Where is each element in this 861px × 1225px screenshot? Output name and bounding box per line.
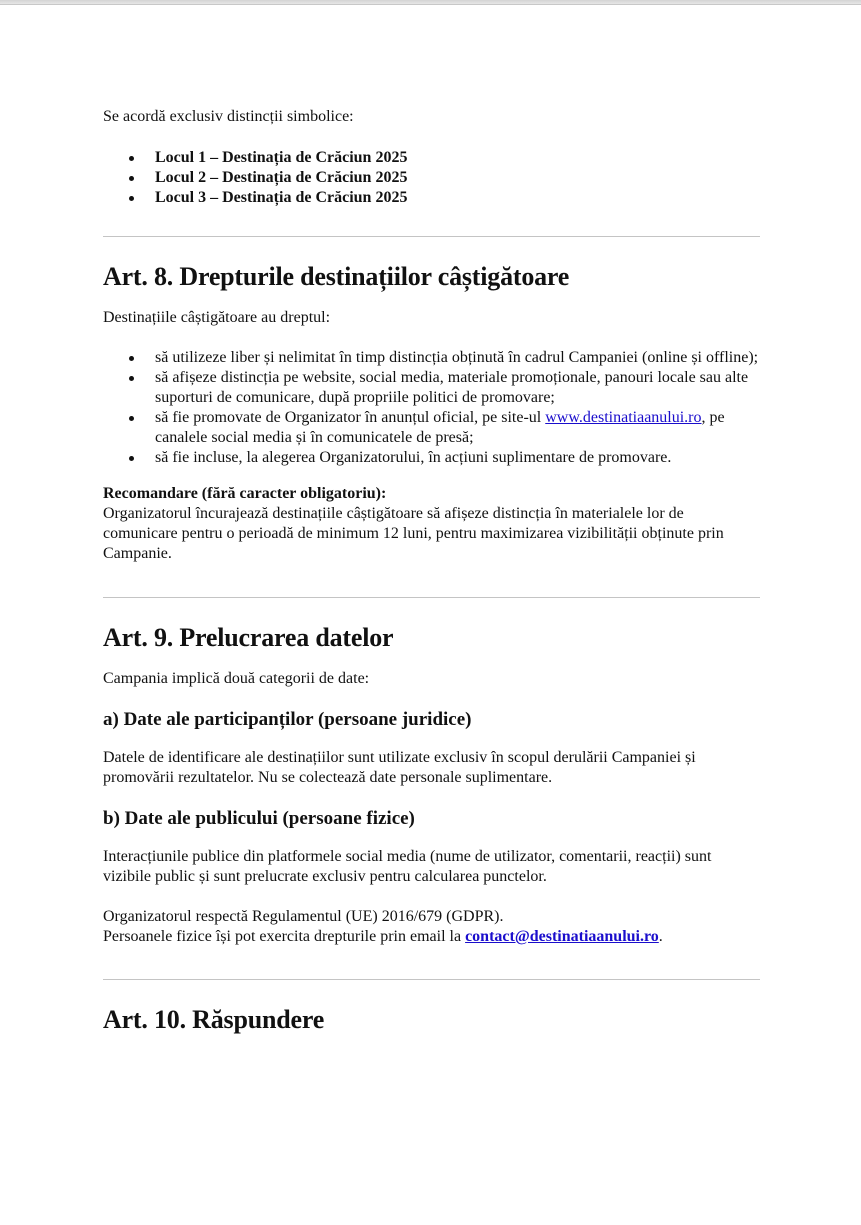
award-item: Locul 3 – Destinația de Crăciun 2025 <box>155 188 760 208</box>
contact-email-link[interactable]: contact@destinatiaanului.ro <box>465 928 659 945</box>
gdpr-line: Organizatorul respectă Regulamentul (UE) 2016/679 (GDPR). <box>103 908 504 925</box>
art8-rights-list <box>103 348 760 468</box>
section-divider <box>103 979 760 980</box>
art9-lead: Campania implică două categorii de date: <box>103 670 370 687</box>
award-item: Locul 2 – Destinația de Crăciun 2025 <box>155 168 760 188</box>
section-divider <box>103 597 760 598</box>
recommendation-text: Organizatorul încurajează destinațiile câștigătoare să afișeze distincția în materialele lor de comunicare pentru o perioadă de minimum 12 luni, pentru maximizarea vizibilității obținute prin Campanie. <box>103 505 724 562</box>
document-page <box>103 107 760 1035</box>
art9-sub-a-title: a) Date ale participanților (persoane juridice) <box>103 709 472 730</box>
section-divider <box>103 236 760 237</box>
art9-sub-a-text: Datele de identificare ale destinațiilor sunt utilizate exclusiv în scopul derulării Campaniei și promovării rezultatelor. Nu se colectează date personale suplimentare. <box>103 749 696 786</box>
art8-lead: Destinațiile câștigătoare au dreptul: <box>103 309 331 326</box>
page-top-edge <box>0 0 861 5</box>
art9-sub-b-text: Interacțiunile publice din platformele social media (nume de utilizator, comentarii, reacții) sunt vizibile public și sunt prelucrate exclusiv pentru calcularea punctelor. <box>103 848 712 885</box>
website-link[interactable]: www.destinatiaanului.ro <box>545 409 702 426</box>
recommendation-title: Recomandare (fără caracter obligatoriu): <box>103 485 387 502</box>
awards-list <box>103 148 760 208</box>
art9-title: Art. 9. Prelucrarea datelor <box>103 623 394 652</box>
right-item: să fie incluse, la alegerea Organizatorului, în acțiuni suplimentare de promovare. <box>155 448 760 468</box>
contact-line: Persoanele fizice își pot exercita drepturile prin email la contact@destinatiaanului.ro. <box>103 928 663 945</box>
award-item: Locul 1 – Destinația de Crăciun 2025 <box>155 148 760 168</box>
right-item: să afișeze distincția pe website, social media, materiale promoționale, panouri locale sau alte suporturi de comunicare, după propriile politici de promovare; <box>155 368 760 408</box>
right-item: să utilizeze liber și nelimitat în timp distincția obținută în cadrul Campaniei (online și offline); <box>155 349 759 366</box>
art9-sub-b-title: b) Date ale publicului (persoane fizice) <box>103 808 415 829</box>
right-item: să fie promovate de Organizator în anunțul oficial, pe site-ul www.destinatiaanului.ro, pe canalele social media și în comunicatele de presă; <box>155 408 760 448</box>
art10-title: Art. 10. Răspundere <box>103 1005 325 1034</box>
art8-title: Art. 8. Drepturile destinațiilor câștigătoare <box>103 262 570 291</box>
awards-intro: Se acordă exclusiv distincții simbolice: <box>103 108 354 125</box>
